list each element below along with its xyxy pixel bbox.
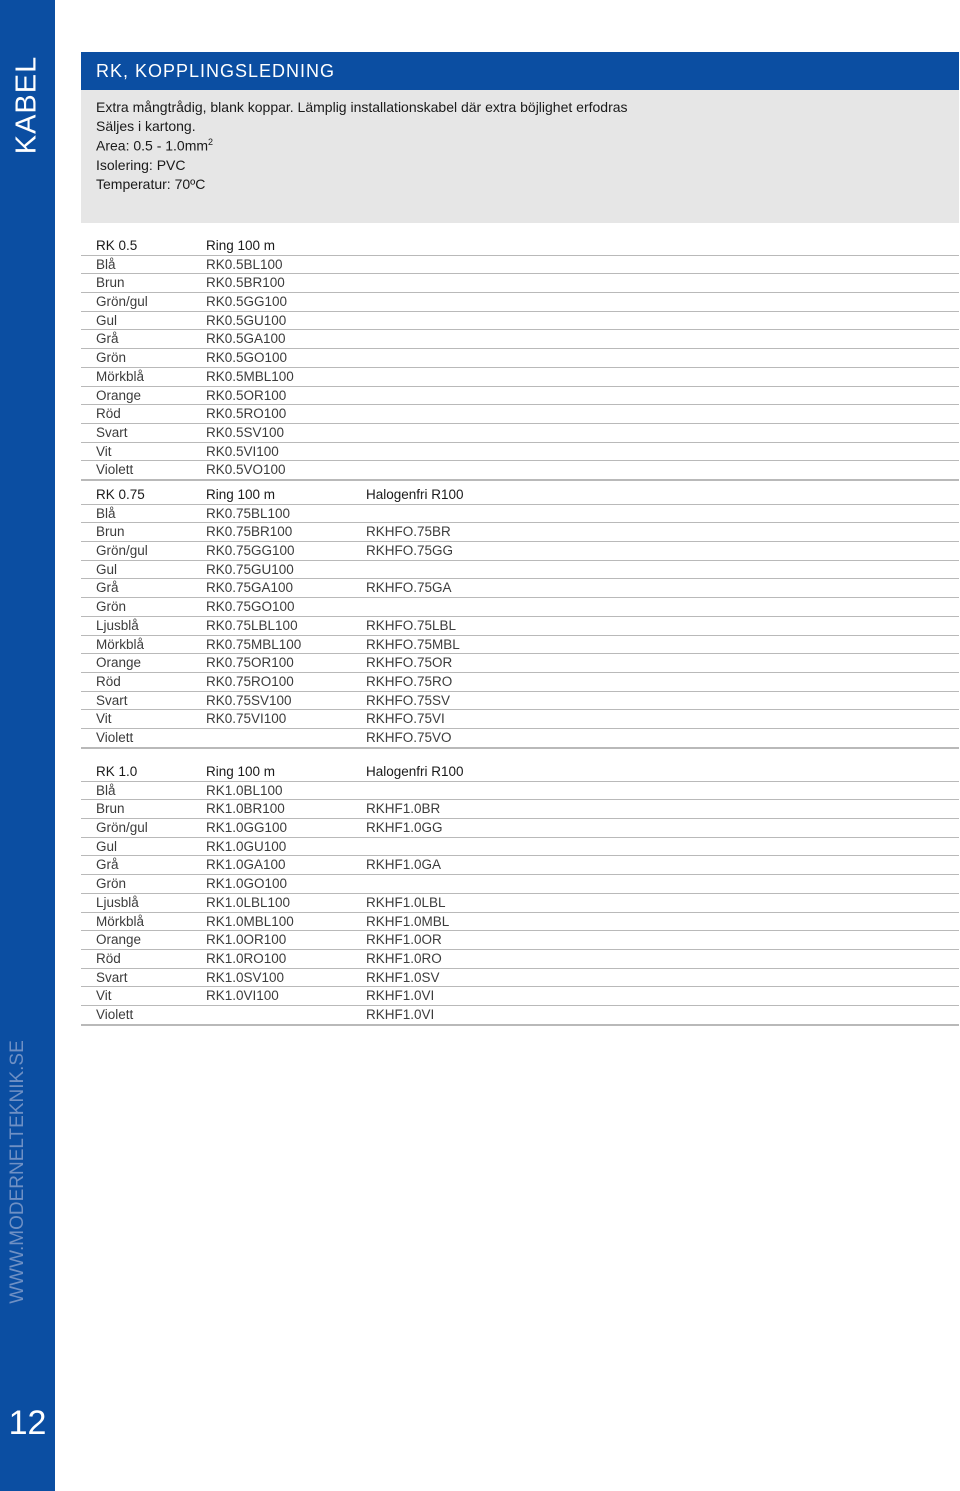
table-row <box>81 1006 959 1026</box>
table-row <box>81 461 959 481</box>
color-cell: Röd <box>96 673 121 689</box>
table-row <box>81 819 959 838</box>
article-number-cell: RK0.5BL100 <box>206 256 283 272</box>
packaging-text: Säljes i kartong. <box>96 118 196 134</box>
table-row <box>81 782 959 801</box>
table-row <box>81 617 959 636</box>
table-row <box>81 729 959 749</box>
halogen-free-article-cell: RKHF1.0VI <box>366 1006 435 1022</box>
article-number-cell: RK0.75VI100 <box>206 711 287 727</box>
color-cell: Röd <box>96 950 121 966</box>
color-cell: Mörkblå <box>96 913 145 929</box>
halogen-free-article-cell: RKHF1.0SV <box>366 969 440 985</box>
page-title: RK, KOPPLINGSLEDNING <box>96 61 336 81</box>
halogen-free-article-cell: RKHF1.0GG <box>366 820 443 836</box>
article-number-cell: RK1.0BL100 <box>206 782 283 798</box>
color-cell: Gul <box>96 561 118 577</box>
table-row <box>81 913 959 932</box>
table-row <box>81 443 959 462</box>
color-cell: Vit <box>96 711 112 727</box>
color-cell: Grå <box>96 857 119 873</box>
color-cell: Violett <box>96 1006 134 1022</box>
area-value: Area: 0.5 - 1.0mm <box>96 137 209 154</box>
halogen-free-article-cell: RKHF1.0GA <box>366 857 442 873</box>
table-row <box>81 505 959 524</box>
color-cell: Mörkblå <box>96 368 145 384</box>
article-number-cell: RK0.5GO100 <box>206 350 288 366</box>
table-row <box>81 579 959 598</box>
table-row <box>81 875 959 894</box>
article-number-cell: RK1.0VI100 <box>206 988 279 1004</box>
halogen-free-header: Halogenfri R100 <box>366 764 464 779</box>
table-row <box>81 800 959 819</box>
color-cell: Mörkblå <box>96 636 145 652</box>
article-number-cell: RK1.0SV100 <box>206 969 285 985</box>
color-cell: Brun <box>96 275 125 291</box>
article-number-cell: RK0.5OR100 <box>206 387 287 403</box>
article-number-cell: RK0.75OR100 <box>206 655 294 671</box>
article-number-cell: RK1.0GU100 <box>206 838 287 854</box>
color-cell: Gul <box>96 838 118 854</box>
article-number-cell: RK1.0GO100 <box>206 876 288 892</box>
halogen-free-article-cell: RKHF1.0RO <box>366 950 442 966</box>
article-number-cell: RK1.0RO100 <box>206 950 287 966</box>
table-row <box>81 561 959 580</box>
halogen-free-article-cell: RKHFO.75SV <box>366 692 451 708</box>
article-number-cell: RK1.0MBL100 <box>206 913 294 929</box>
table-header-row <box>81 486 959 505</box>
table-row <box>81 673 959 692</box>
table-row <box>81 856 959 875</box>
table-row <box>81 654 959 673</box>
table-header-row <box>81 763 959 782</box>
size-header: RK 0.5 <box>96 238 138 253</box>
table-row <box>81 542 959 561</box>
article-number-cell: RK1.0OR100 <box>206 932 287 948</box>
article-number-cell: RK0.75LBL100 <box>206 617 298 633</box>
article-number-cell: RK1.0GG100 <box>206 820 288 836</box>
color-cell: Svart <box>96 424 128 440</box>
color-cell: Vit <box>96 443 112 459</box>
color-cell: Svart <box>96 692 128 708</box>
color-cell: Violett <box>96 729 134 745</box>
article-number-cell: RK0.5MBL100 <box>206 368 294 384</box>
table-rk-0-5 <box>81 237 959 481</box>
halogen-free-article-cell: RKHFO.75GG <box>366 543 454 559</box>
temperature-text: Temperatur: 70ºC <box>96 176 206 192</box>
halogen-free-article-cell: RKHF1.0LBL <box>366 894 446 910</box>
article-number-cell: RK1.0GA100 <box>206 857 286 873</box>
halogen-free-article-cell: RKHF1.0BR <box>366 801 441 817</box>
area-unit-superscript: 2 <box>208 137 214 147</box>
halogen-free-article-cell: RKHF1.0OR <box>366 932 442 948</box>
table-row <box>81 424 959 443</box>
table-row <box>81 969 959 988</box>
color-cell: Gul <box>96 312 118 328</box>
article-number-cell: RK0.5GU100 <box>206 312 287 328</box>
halogen-free-article-cell: RKHFO.75GA <box>366 580 452 596</box>
article-number-cell: RK0.75BL100 <box>206 505 291 521</box>
article-number-cell: RK0.5BR100 <box>206 275 285 291</box>
ring-header: Ring 100 m <box>206 238 276 253</box>
article-number-cell: RK0.75GU100 <box>206 561 294 577</box>
halogen-free-article-cell: RKHFO.75OR <box>366 655 453 671</box>
color-cell: Grå <box>96 331 119 347</box>
table-row <box>81 405 959 424</box>
halogen-free-article-cell: RKHF1.0MBL <box>366 913 450 929</box>
halogen-free-article-cell: RKHFO.75MBL <box>366 636 460 652</box>
article-number-cell: RK0.75GA100 <box>206 580 294 596</box>
article-number-cell: RK0.5GG100 <box>206 294 288 310</box>
article-number-cell: RK0.5SV100 <box>206 424 285 440</box>
halogen-free-article-cell: RKHFO.75VI <box>366 711 445 727</box>
article-number-cell: RK1.0BR100 <box>206 801 285 817</box>
halogen-free-article-cell: RKHFO.75BR <box>366 524 451 540</box>
section-title-bar <box>81 52 959 90</box>
insulation-text: Isolering: PVC <box>96 157 186 173</box>
size-header: RK 1.0 <box>96 764 138 779</box>
halogen-free-article-cell: RKHFO.75LBL <box>366 617 457 633</box>
size-header: RK 0.75 <box>96 487 145 502</box>
table-row <box>81 838 959 857</box>
article-number-cell: RK0.5RO100 <box>206 406 287 422</box>
halogen-free-header: Halogenfri R100 <box>366 487 464 502</box>
color-cell: Ljusblå <box>96 894 139 910</box>
color-cell: Grön/gul <box>96 543 148 559</box>
ring-header: Ring 100 m <box>206 487 276 502</box>
color-cell: Grå <box>96 580 119 596</box>
color-cell: Brun <box>96 524 125 540</box>
website-url[interactable]: WWW.MODERNELTEKNIK.SE <box>7 1040 28 1304</box>
table-row <box>81 312 959 331</box>
ring-header: Ring 100 m <box>206 764 276 779</box>
table-row <box>81 523 959 542</box>
description-panel <box>81 90 959 223</box>
table-row <box>81 894 959 913</box>
color-cell: Röd <box>96 406 121 422</box>
article-number-cell: RK0.5VI100 <box>206 443 279 459</box>
color-cell: Brun <box>96 801 125 817</box>
article-number-cell: RK0.75RO100 <box>206 673 294 689</box>
table-rk-1-0 <box>81 763 959 1026</box>
table-rk-0-75 <box>81 486 959 749</box>
table-row <box>81 256 959 275</box>
table-row <box>81 692 959 711</box>
page-number: 12 <box>8 1404 47 1442</box>
halogen-free-article-cell: RKHFO.75VO <box>366 729 452 745</box>
article-number-cell: RK0.5GA100 <box>206 331 286 347</box>
color-cell: Blå <box>96 256 116 272</box>
color-cell: Violett <box>96 462 134 478</box>
table-row <box>81 330 959 349</box>
color-cell: Orange <box>96 932 142 948</box>
table-row <box>81 293 959 312</box>
article-number-cell: RK0.75BR100 <box>206 524 293 540</box>
halogen-free-article-cell: RKHFO.75RO <box>366 673 453 689</box>
article-number-cell: RK0.75GO100 <box>206 599 295 615</box>
table-row <box>81 987 959 1006</box>
table-row <box>81 950 959 969</box>
color-cell: Blå <box>96 782 116 798</box>
table-row <box>81 387 959 406</box>
article-number-cell: RK1.0LBL100 <box>206 894 291 910</box>
halogen-free-article-cell: RKHF1.0VI <box>366 988 435 1004</box>
table-row <box>81 349 959 368</box>
table-row <box>81 368 959 387</box>
article-number-cell: RK0.75GG100 <box>206 543 295 559</box>
color-cell: Grön/gul <box>96 294 148 310</box>
sidebar <box>0 0 55 1491</box>
sidebar-title: KABEL <box>10 55 43 155</box>
article-number-cell: RK0.75SV100 <box>206 692 292 708</box>
color-cell: Vit <box>96 988 112 1004</box>
color-cell: Blå <box>96 505 116 521</box>
color-cell: Orange <box>96 387 142 403</box>
color-cell: Grön <box>96 599 127 615</box>
color-cell: Ljusblå <box>96 617 139 633</box>
area-text <box>96 137 213 154</box>
article-number-cell: RK0.5VO100 <box>206 462 286 478</box>
color-cell: Grön <box>96 350 127 366</box>
color-cell: Grön <box>96 876 127 892</box>
color-cell: Svart <box>96 969 128 985</box>
table-header-row <box>81 237 959 256</box>
article-number-cell: RK0.75MBL100 <box>206 636 302 652</box>
table-row <box>81 598 959 617</box>
table-row <box>81 274 959 293</box>
description-text: Extra mångtrådig, blank koppar. Lämplig installationskabel där extra böjlighet erfodras <box>96 99 628 115</box>
table-row <box>81 636 959 655</box>
color-cell: Grön/gul <box>96 820 148 836</box>
table-row <box>81 710 959 729</box>
table-row <box>81 931 959 950</box>
color-cell: Orange <box>96 655 142 671</box>
